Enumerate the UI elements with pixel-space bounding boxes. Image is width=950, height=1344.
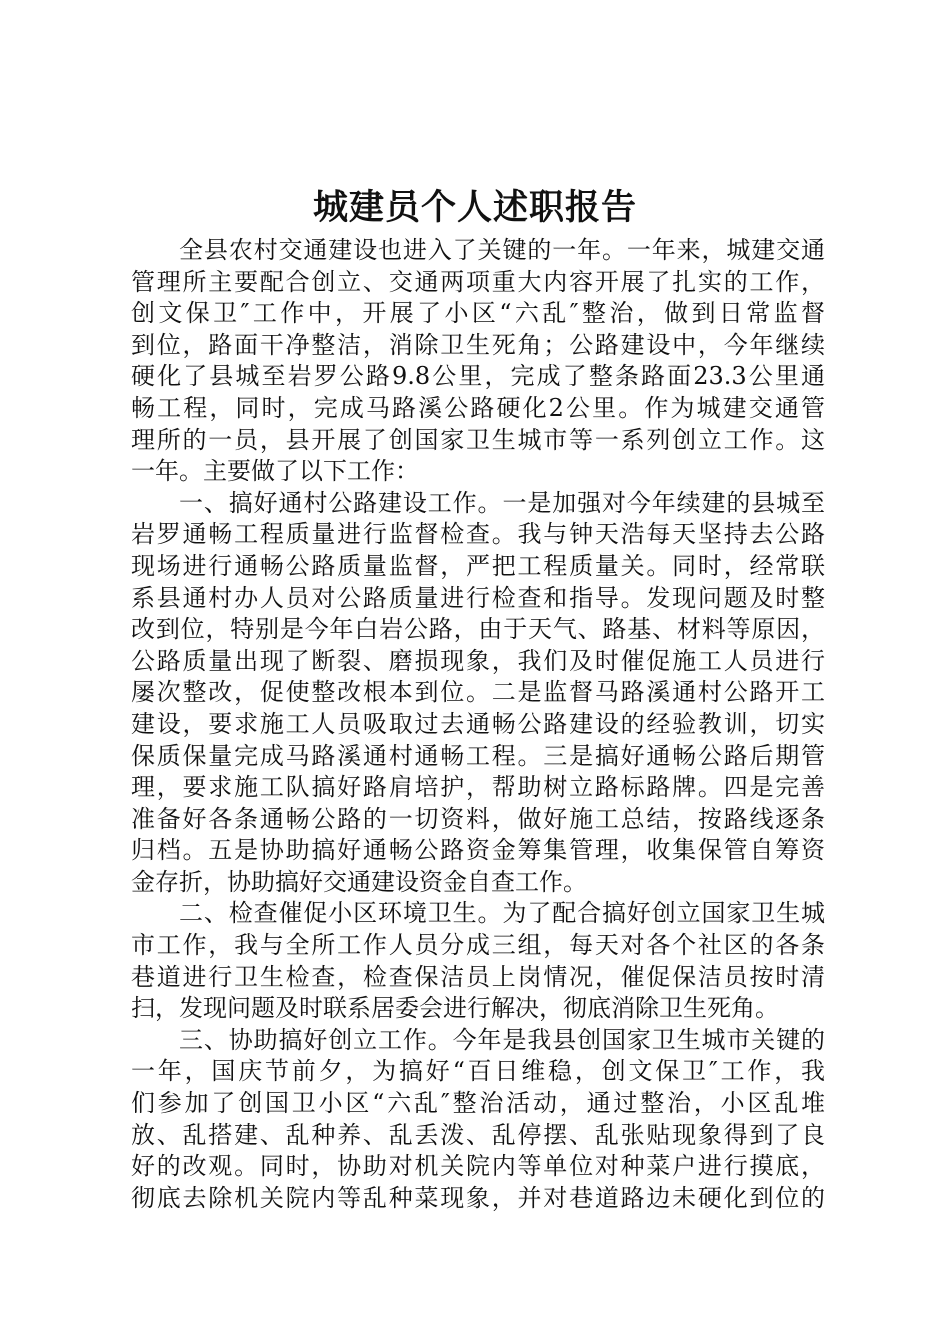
text-line: 系县通村办人员对公路质量进行检查和指导。发现问题及时整 [131, 583, 825, 612]
document-body [131, 235, 825, 1214]
text-line: 三、协助搞好创立工作。今年是我县创国家卫生城市关键的 [179, 1025, 825, 1054]
text-line: 公路质量出现了断裂、磨损现象，我们及时催促施工人员进行 [131, 646, 825, 675]
text-line: 二、检查催促小区环境卫生。为了配合搞好创立国家卫生城 [179, 899, 825, 928]
text-line: 好的改观。同时，协助对机关院内等单位对种菜户进行摸底， [131, 1152, 825, 1181]
text-line: 彻底去除机关院内等乱种菜现象，并对巷道路边未硬化到位的 [131, 1183, 825, 1212]
text-line: 一、搞好通村公路建设工作。一是加强对今年续建的县城至 [179, 488, 825, 517]
text-line: 硬化了县城至岩罗公路9.8公里，完成了整条路面23.3公里通 [131, 362, 825, 391]
text-line: 改到位，特别是今年白岩公路，由于天气、路基、材料等原因， [131, 615, 825, 644]
text-line: 们参加了创国卫小区“六乱″整治活动，通过整治，小区乱堆 [131, 1089, 825, 1118]
text-line: 巷道进行卫生检查，检查保洁员上岗情况，催促保洁员按时清 [131, 962, 825, 991]
text-line: 理所的一员，县开展了创国家卫生城市等一系列创立工作。这 [131, 425, 825, 454]
text-line: 管理所主要配合创立、交通两项重大内容开展了扎实的工作， [131, 267, 825, 296]
text-line: 屡次整改，促使整改根本到位。二是监督马路溪通村公路开工 [131, 678, 825, 707]
text-line: 到位，路面干净整洁，消除卫生死角；公路建设中，今年继续 [131, 330, 825, 359]
text-line: 一年，国庆节前夕，为搞好“百日维稳，创文保卫″工作，我 [131, 1057, 825, 1086]
text-line: 畅工程，同时，完成马路溪公路硬化2公里。作为城建交通管 [131, 393, 825, 422]
text-line: 准备好各条通畅公路的一切资料，做好施工总结，按路线逐条 [131, 804, 825, 833]
text-line: 一年。主要做了以下工作： [131, 457, 419, 486]
text-line: 放、乱搭建、乱种养、乱丢泼、乱停摆、乱张贴现象得到了良 [131, 1120, 825, 1149]
text-line: 归档。五是协助搞好通畅公路资金筹集管理，收集保管自筹资 [131, 836, 825, 865]
text-line: 建设，要求施工人员吸取过去通畅公路建设的经验教训，切实 [131, 709, 825, 738]
text-line: 岩罗通畅工程质量进行监督检查。我与钟天浩每天坚持去公路 [131, 520, 825, 549]
text-line: 创文保卫″工作中，开展了小区“六乱″整治，做到日常监督 [131, 299, 825, 328]
text-line: 扫，发现问题及时联系居委会进行解决，彻底消除卫生死角。 [131, 994, 779, 1023]
text-line: 全县农村交通建设也进入了关键的一年。一年来，城建交通 [179, 236, 825, 264]
text-line: 金存折，协助搞好交通建设资金自查工作。 [131, 867, 587, 896]
text-line: 现场进行通畅公路质量监督，严把工程质量关。同时，经常联 [131, 551, 825, 580]
text-line: 市工作，我与全所工作人员分成三组，每天对各个社区的各条 [131, 931, 825, 960]
text-line: 理，要求施工队搞好路肩培护，帮助树立路标路牌。四是完善 [131, 773, 825, 802]
text-line: 保质保量完成马路溪通村通畅工程。三是搞好通畅公路后期管 [131, 741, 825, 770]
document-title: 城建员个人述职报告 [312, 187, 637, 228]
